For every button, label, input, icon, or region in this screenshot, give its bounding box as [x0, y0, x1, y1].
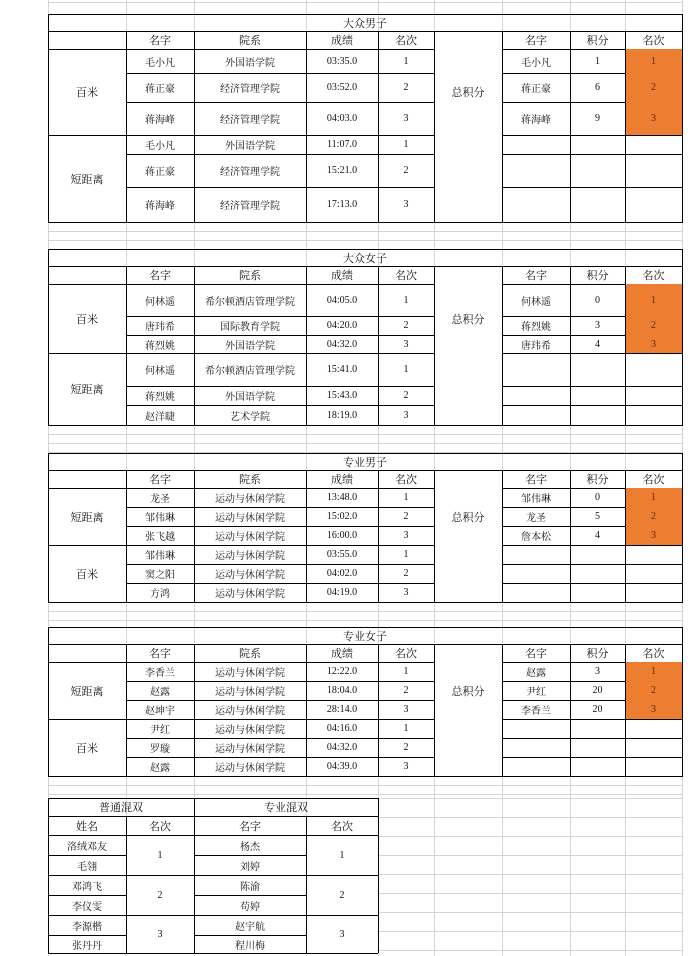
column-header-rank: 名次 [395, 34, 417, 47]
athlete-dept: 艺术学院 [230, 411, 270, 423]
athlete-score: 18:04.0 [326, 685, 358, 696]
athlete-score: 15:21.0 [326, 165, 358, 176]
gridline [378, 893, 682, 894]
totals-points: 3 [595, 320, 600, 331]
mixed-common-member: 邓鸿飞 [72, 881, 102, 893]
athlete-rank: 1 [403, 55, 409, 67]
cell-border [378, 644, 379, 777]
athlete-name: 蒋烈姚 [145, 392, 175, 403]
cell-border [502, 470, 503, 603]
athlete-name: 蒋烈姚 [145, 340, 175, 352]
event-label: 百米 [76, 567, 98, 581]
athlete-rank: 3 [403, 338, 409, 350]
athlete-dept: 希尔顿酒店管理学院 [205, 366, 295, 377]
cell-border [502, 154, 682, 155]
athlete-name: 赵洋睫 [145, 411, 175, 423]
athlete-dept: 经济管理学院 [220, 84, 280, 95]
cell-border [434, 266, 435, 426]
cell-border [126, 266, 127, 426]
gridline [378, 874, 682, 875]
cell-border [502, 738, 682, 739]
athlete-dept: 经济管理学院 [220, 201, 280, 212]
cell-border [194, 644, 195, 777]
athlete-score: 04:32.0 [326, 742, 358, 753]
totals-points: 3 [595, 666, 600, 677]
totals-header-rank: 名次 [642, 647, 665, 660]
athlete-name: 蒋海峰 [145, 201, 175, 212]
event-label: 百米 [76, 312, 98, 326]
athlete-score: 04:32.0 [326, 338, 358, 350]
athlete-dept: 运动与休闲学院 [215, 725, 285, 736]
column-header-score: 成绩 [331, 34, 353, 47]
cell-border [434, 644, 435, 777]
totals-rank-badge: 2 [625, 316, 682, 335]
totals-name: 毛小凡 [521, 57, 551, 69]
totals-name: 詹本松 [521, 532, 551, 543]
athlete-dept: 运动与休闲学院 [215, 763, 285, 774]
column-header-name: 名字 [149, 34, 171, 47]
athlete-dept: 外国语学院 [225, 392, 275, 403]
cell-border [194, 266, 195, 426]
athlete-name: 赵坤宇 [145, 706, 175, 717]
mixed-common-member: 张丹丹 [72, 940, 102, 952]
cell-border [306, 816, 307, 953]
cell-border [502, 187, 682, 188]
totals-name: 赵露 [526, 668, 546, 679]
totals-header-rank: 名次 [642, 269, 665, 282]
athlete-name: 赵露 [150, 687, 170, 698]
athlete-rank: 1 [403, 294, 409, 306]
cell-border [48, 627, 682, 628]
mixed-pro-header-name: 名字 [239, 819, 261, 833]
totals-points: 4 [595, 338, 600, 350]
athlete-score: 04:03.0 [326, 113, 358, 124]
cell-border [502, 545, 682, 546]
totals-points: 0 [595, 492, 600, 503]
athlete-score: 04:39.0 [326, 761, 358, 772]
gridline [48, 240, 682, 241]
cell-border [48, 935, 126, 936]
gridline [378, 817, 682, 818]
athlete-score: 16:00.0 [326, 530, 358, 541]
totals-points: 20 [592, 685, 603, 696]
cell-border [48, 798, 49, 953]
totals-rank-badge: 1 [625, 488, 682, 507]
totals-header-rank: 名次 [642, 34, 665, 47]
cell-border [682, 627, 683, 777]
totals-rank-badge: 1 [625, 662, 682, 681]
totals-rank-badge: 3 [625, 335, 682, 353]
mixed-common-member: 李源楷 [72, 921, 102, 933]
athlete-name: 方鸿 [150, 589, 170, 600]
cell-border [48, 222, 682, 223]
event-label: 短距离 [70, 684, 104, 698]
totals-header-name: 名字 [525, 269, 547, 282]
athlete-name: 尹红 [150, 725, 170, 736]
cell-border [502, 31, 503, 223]
athlete-score: 04:05.0 [326, 294, 358, 306]
athlete-dept: 运动与休闲学院 [215, 668, 285, 679]
totals-name: 龙圣 [526, 513, 546, 524]
cell-border [194, 895, 306, 896]
gridline [48, 611, 682, 612]
totals-points: 20 [592, 704, 603, 715]
mixed-common-title: 普通混双 [99, 801, 143, 814]
cell-border [48, 14, 49, 223]
mixed-pro-rank: 3 [339, 928, 345, 940]
cell-border [48, 855, 126, 856]
athlete-score: 03:52.0 [326, 82, 358, 93]
athlete-score: 04:19.0 [326, 587, 358, 598]
athlete-rank: 1 [403, 666, 409, 677]
athlete-name: 邹伟琳 [145, 551, 175, 562]
athlete-dept: 外国语学院 [225, 57, 275, 69]
mixed-common-header-name: 姓名 [76, 819, 98, 833]
column-header-dept: 院系 [239, 647, 261, 660]
cell-border [126, 816, 127, 953]
athlete-rank: 3 [403, 704, 409, 715]
athlete-name: 蒋海峰 [145, 115, 175, 126]
total-points-label: 总积分 [451, 312, 485, 326]
column-header-score: 成绩 [331, 647, 353, 660]
cell-border [194, 31, 195, 223]
totals-rank-badge: 3 [625, 102, 682, 135]
event-label: 百米 [76, 86, 98, 99]
mixed-pro-member: 刘婷 [240, 861, 260, 873]
totals-header-points: 积分 [586, 34, 609, 47]
gridline [48, 620, 682, 621]
totals-points: 6 [595, 82, 600, 93]
totals-rank-badge: 1 [625, 284, 682, 316]
athlete-dept: 运动与休闲学院 [215, 513, 285, 524]
mixed-pro-member: 程川梅 [235, 940, 265, 952]
cell-border [502, 405, 682, 406]
cell-border [378, 470, 379, 603]
column-header-score: 成绩 [331, 473, 353, 486]
cell-border [126, 31, 127, 223]
athlete-rank: 1 [403, 364, 409, 375]
totals-points: 5 [595, 511, 600, 522]
event-label: 短距离 [70, 172, 104, 186]
mixed-pro-rank: 1 [339, 849, 345, 861]
cell-border [48, 14, 682, 15]
mixed-common-member: 李仪雯 [72, 901, 102, 913]
athlete-score: 04:02.0 [326, 568, 358, 579]
athlete-dept: 外国语学院 [225, 340, 275, 352]
mixed-pro-rank: 2 [339, 889, 345, 901]
section-title: 专业男子 [343, 455, 387, 469]
column-header-rank: 名次 [395, 473, 417, 486]
column-header-dept: 院系 [239, 34, 261, 47]
athlete-dept: 希尔顿酒店管理学院 [205, 296, 295, 308]
totals-rank-badge: 3 [625, 526, 682, 545]
athlete-score: 12:22.0 [326, 666, 358, 677]
cell-border [625, 266, 626, 426]
athlete-rank: 2 [403, 165, 409, 176]
mixed-pro-header-rank: 名次 [331, 819, 353, 833]
cell-border [306, 470, 307, 603]
gridline [378, 798, 682, 799]
cell-border [625, 470, 626, 603]
athlete-score: 04:20.0 [326, 320, 358, 331]
athlete-name: 张飞越 [145, 532, 175, 543]
cell-border [48, 953, 194, 954]
athlete-dept: 运动与休闲学院 [215, 551, 285, 562]
event-label: 百米 [76, 741, 98, 755]
totals-rank-badge: 3 [625, 700, 682, 719]
athlete-rank: 3 [403, 113, 409, 124]
total-points-label: 总积分 [451, 510, 485, 524]
athlete-score: 18:19.0 [326, 409, 358, 421]
athlete-name: 蒋正豪 [145, 167, 175, 178]
mixed-common-rank: 1 [157, 849, 163, 861]
mixed-pro-member: 杨杰 [240, 841, 260, 853]
athlete-rank: 3 [403, 587, 409, 598]
athlete-dept: 运动与休闲学院 [215, 589, 285, 600]
athlete-name: 唐玮希 [145, 322, 175, 333]
cell-border [194, 470, 195, 603]
cell-border [48, 249, 49, 426]
athlete-rank: 2 [403, 320, 409, 331]
athlete-rank: 2 [403, 742, 409, 753]
cell-border [570, 644, 571, 777]
totals-header-name: 名字 [525, 34, 547, 47]
column-header-name: 名字 [149, 269, 171, 282]
cell-border [48, 453, 682, 454]
totals-header-points: 积分 [586, 269, 609, 282]
cell-border [502, 135, 682, 136]
cell-border [570, 470, 571, 603]
athlete-rank: 1 [403, 492, 409, 503]
cell-border [306, 644, 307, 777]
athlete-rank: 3 [403, 761, 409, 772]
totals-name: 蒋正豪 [521, 84, 551, 95]
section-title: 大众女子 [343, 251, 387, 265]
cell-border [194, 953, 378, 954]
athlete-dept: 国际教育学院 [220, 322, 280, 333]
athlete-dept: 运动与休闲学院 [215, 744, 285, 755]
athlete-name: 窦之阳 [145, 570, 175, 581]
athlete-name: 李香兰 [145, 668, 175, 679]
athlete-score: 03:35.0 [326, 55, 358, 67]
athlete-score: 15:02.0 [326, 511, 358, 522]
mixed-common-member: 毛翎 [77, 861, 97, 873]
totals-name: 尹红 [526, 687, 546, 698]
totals-rank-badge: 1 [625, 49, 682, 73]
gridline [378, 836, 682, 837]
athlete-dept: 运动与休闲学院 [215, 687, 285, 698]
cell-border [48, 798, 378, 799]
athlete-rank: 2 [403, 511, 409, 522]
athlete-rank: 2 [403, 568, 409, 579]
cell-border [502, 583, 682, 584]
totals-name: 何林遥 [521, 296, 551, 308]
cell-border [48, 453, 49, 603]
athlete-score: 03:55.0 [326, 549, 358, 560]
athlete-name: 蒋正豪 [145, 84, 175, 95]
athlete-rank: 1 [403, 723, 409, 734]
cell-border [682, 249, 683, 426]
gridline [48, 2, 682, 3]
gridline [48, 443, 682, 444]
athlete-rank: 2 [403, 390, 409, 401]
cell-border [194, 855, 306, 856]
mixed-common-member: 洛绒邓友 [67, 841, 107, 853]
cell-border [502, 266, 503, 426]
athlete-rank: 3 [403, 409, 409, 421]
cell-border [126, 644, 127, 777]
gridline [48, 231, 682, 232]
cell-border [682, 14, 683, 223]
athlete-rank: 2 [403, 685, 409, 696]
athlete-name: 邹伟琳 [145, 513, 175, 524]
mixed-pro-member: 苟婷 [240, 901, 260, 913]
totals-name: 邹伟琳 [521, 494, 551, 505]
athlete-name: 罗璇 [150, 744, 170, 755]
athlete-score: 04:16.0 [326, 723, 358, 734]
athlete-score: 28:14.0 [326, 704, 358, 715]
totals-rank-badge: 2 [625, 681, 682, 700]
cell-border [378, 266, 379, 426]
athlete-name: 毛小凡 [145, 141, 175, 152]
gridline [48, 785, 682, 786]
athlete-score: 17:13.0 [326, 199, 358, 210]
gridline [48, 794, 682, 795]
column-header-rank: 名次 [395, 269, 417, 282]
cell-border [48, 627, 49, 777]
athlete-dept: 外国语学院 [225, 141, 275, 152]
athlete-name: 何林遥 [145, 296, 175, 308]
athlete-rank: 1 [403, 139, 409, 150]
athlete-rank: 2 [403, 82, 409, 93]
totals-header-rank: 名次 [642, 473, 665, 486]
cell-border [502, 719, 682, 720]
cell-border [48, 602, 682, 603]
athlete-name: 毛小凡 [145, 57, 175, 69]
cell-border [126, 470, 127, 603]
athlete-dept: 运动与休闲学院 [215, 570, 285, 581]
athlete-dept: 经济管理学院 [220, 167, 280, 178]
totals-rank-badge: 2 [625, 507, 682, 526]
cell-border [306, 31, 307, 223]
column-header-rank: 名次 [395, 647, 417, 660]
mixed-pro-member: 赵宇航 [235, 921, 265, 933]
mixed-pro-member: 陈渝 [240, 881, 260, 893]
totals-points: 4 [595, 530, 600, 541]
athlete-rank: 3 [403, 199, 409, 210]
totals-name: 李香兰 [521, 706, 551, 717]
athlete-name: 何林遥 [145, 366, 175, 377]
athlete-name: 龙圣 [150, 494, 170, 505]
gridline [48, 434, 682, 435]
athlete-score: 15:41.0 [326, 364, 358, 375]
gridline [378, 950, 682, 951]
athlete-rank: 3 [403, 530, 409, 541]
cell-border [502, 644, 503, 777]
column-header-name: 名字 [149, 473, 171, 486]
cell-border [194, 798, 195, 953]
totals-rank-badge: 2 [625, 73, 682, 102]
totals-name: 唐玮希 [521, 340, 551, 352]
athlete-dept: 运动与休闲学院 [215, 532, 285, 543]
cell-border [502, 564, 682, 565]
totals-points: 0 [595, 294, 600, 306]
event-label: 短距离 [70, 383, 104, 396]
cell-border [48, 776, 682, 777]
gridline [378, 931, 682, 932]
cell-border [625, 644, 626, 777]
section-title: 专业女子 [343, 629, 387, 643]
total-points-label: 总积分 [451, 86, 485, 99]
cell-border [48, 249, 682, 250]
mixed-common-rank: 3 [157, 928, 163, 940]
totals-points: 1 [595, 55, 600, 67]
athlete-dept: 经济管理学院 [220, 115, 280, 126]
totals-header-name: 名字 [525, 473, 547, 486]
cell-border [570, 31, 571, 223]
cell-border [434, 470, 435, 603]
total-points-label: 总积分 [451, 684, 485, 698]
column-header-score: 成绩 [331, 269, 353, 282]
athlete-score: 11:07.0 [327, 139, 357, 150]
mixed-common-rank: 2 [157, 889, 163, 901]
cell-border [502, 353, 682, 354]
cell-border [570, 266, 571, 426]
column-header-dept: 院系 [239, 473, 261, 486]
column-header-name: 名字 [149, 647, 171, 660]
athlete-rank: 1 [403, 549, 409, 560]
cell-border [682, 453, 683, 603]
gridline [378, 912, 682, 913]
totals-name: 蒋海峰 [521, 115, 551, 126]
cell-border [48, 425, 682, 426]
totals-header-points: 积分 [586, 647, 609, 660]
cell-border [194, 935, 306, 936]
totals-header-name: 名字 [525, 647, 547, 660]
column-header-dept: 院系 [239, 269, 261, 282]
totals-name: 蒋烈姚 [521, 322, 551, 333]
mixed-common-header-rank: 名次 [149, 819, 171, 833]
cell-border [378, 31, 379, 223]
event-label: 短距离 [70, 510, 104, 524]
cell-border [625, 31, 626, 223]
cell-border [306, 266, 307, 426]
cell-border [434, 31, 435, 223]
athlete-name: 赵露 [150, 763, 170, 774]
athlete-score: 13:48.0 [326, 492, 358, 503]
cell-border [502, 386, 682, 387]
gridline [378, 855, 682, 856]
mixed-pro-title: 专业混双 [264, 801, 308, 814]
athlete-score: 15:43.0 [326, 390, 358, 401]
totals-header-points: 积分 [586, 473, 609, 486]
cell-border [48, 895, 126, 896]
athlete-dept: 运动与休闲学院 [215, 706, 285, 717]
totals-points: 9 [595, 113, 600, 124]
section-title: 大众男子 [343, 16, 387, 30]
cell-border [378, 798, 379, 953]
cell-border [502, 757, 682, 758]
athlete-dept: 运动与休闲学院 [215, 494, 285, 505]
